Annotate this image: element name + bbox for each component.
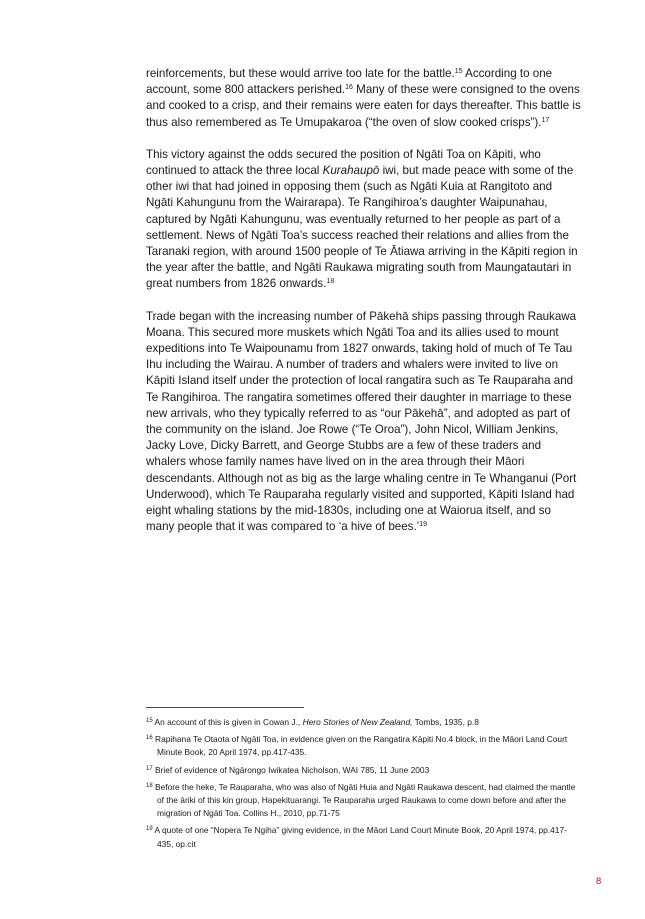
footnote (146, 764, 582, 777)
paragraph (146, 147, 582, 293)
footnote-number: 15 (146, 718, 153, 724)
page-number: 8 (596, 876, 602, 887)
footnote-text: Brief of evidence of Ngārongo Iwikatea Nicholson, WAI 785, 11 June 2003 (152, 764, 430, 775)
body-text (146, 66, 582, 551)
footnote-number: 18 (146, 782, 153, 789)
footnote-text: Tombs, 1935, p.8 (412, 717, 479, 727)
footnote-ref: 15 (454, 68, 463, 75)
footnote-text: An account of this is given in Cowan J., (152, 717, 303, 727)
paragraph-text: iwi, but made peace with some of the other iwi that had joined in opposing them (such as Ngāti Kuia at Rangitoto and Ngāti Kahungunu from the Wairarapa). Te Rangihiroa’s daughter Waipunahau, captured by Ngāti Kahungunu, was eventually returned to her people as part of a settlement. News of Ngāti Toa’s success reached their relations and allies from the Taranaki region, with around 1500 people of Te Ātiawa arriving in the Kāpiti region in the year after the battle, and Ngāti Raukawa migrating south from Maungatautari in great numbers from 1826 onwards. (146, 164, 578, 291)
footnote-ref: 19 (419, 521, 428, 529)
footnote-number: 17 (146, 765, 153, 772)
footnote (146, 781, 582, 821)
footnote-ref: 16 (345, 84, 353, 92)
paragraph-text: According to one account, some 800 attackers perished. (146, 67, 553, 97)
italic-term: Kurahaupō (322, 164, 380, 178)
footnote (146, 824, 582, 850)
footnote-text: Before the heke, Te Rauparaha, who was also of Ngāti Huia and Ngāti Raukawa descent, had claimed the mantle of the āriki of this kin group, Hapekituarangi. Te Rauparaha urged Raukawa to come down before and after the migration of Ngāti Toa. Collins H., 2010, pp.71-75 (152, 781, 576, 819)
paragraph-text: reinforcements, but these would arrive too late for the battle. (146, 67, 455, 80)
footnote-italic-title: Hero Stories of New Zealand, (302, 717, 413, 727)
footnote-number: 19 (146, 826, 153, 833)
footnote-ref: 17 (541, 116, 550, 124)
footnote-text: A quote of one “Nopera Te Ngiha” giving evidence, in the Māori Land Court Minute Book, 20 April 1974, pp.417-435, op.cit (152, 825, 567, 849)
footnote-number: 16 (146, 735, 153, 742)
paragraph-text: Many of these were consigned to the ovens and cooked to a crisp, and their remains were eaten for days thereafter. This battle is thus also remembered as Te Umupakaroa (“the oven of slow cooked crisps”). (146, 83, 581, 129)
paragraph-text: Trade began with the increasing number of Pākehā ships passing through Raukawa Moana. This secured more muskets which Ngāti Toa and its allies used to mount expeditions into Te Waipounamu from 1827 onwards, taking hold of much of Te Tau Ihu including the Wairau. A number of traders and whalers were invited to live on Kāpiti Island itself under the protection of local rangatira such as Te Rauparaha and Te Rangihiroa. The rangatira sometimes offered their daughter in marriage to these new arrivals, who they typically referred to as “our Pākehā”, and adopted as part of the community on the island. Joe Rowe (“Te Oroa”), John Nicol, William Jenkins, Jacky Love, Dicky Barrett, and George Stubbs are a few of these traders and whalers whose family names have lived on in the area through their Māori descendants. Although not as big as the large whaling centre in Te Whanganui (Port Underwood), which Te Rauparaha regularly visited and supported, Kāpiti Island had eight whaling stations by the mid-1830s, including one at Waiorua itself, and so many people that it was compared to ‘a hive of bees.’ (146, 309, 577, 534)
footnote (146, 733, 582, 759)
footnote-ref: 18 (326, 278, 335, 286)
paragraph-text: This victory against the odds secured the position of Ngāti Toa on Kāpiti, who continued to attack the three local (146, 147, 541, 178)
footnote-divider (146, 707, 304, 708)
footnotes (146, 716, 582, 855)
footnote-text: Rapihana Te Otaota of Ngāti Toa, in evidence given on the Rangatira Kāpiti No.4 block, in the Māori Land Court Minute Book, 20 April 1974, pp.417-435. (152, 734, 568, 758)
footnote (146, 716, 582, 729)
paragraph (146, 309, 582, 536)
paragraph (146, 66, 582, 131)
